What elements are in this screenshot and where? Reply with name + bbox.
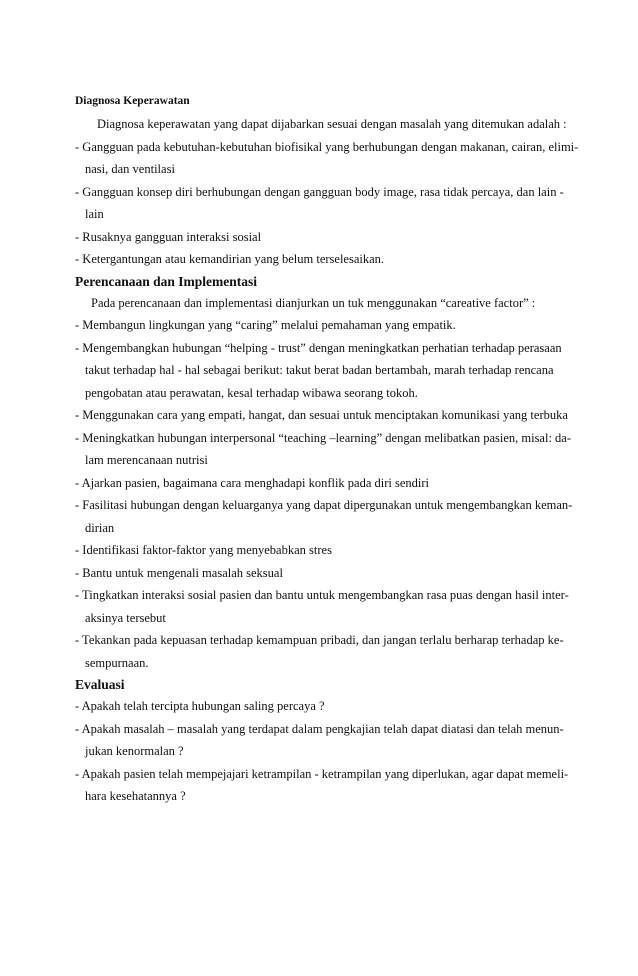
list-item-continuation: lam merencanaan nutrisi <box>85 453 208 467</box>
item-list <box>75 695 585 808</box>
list-item-text: - Gangguan konsep diri berhubungan dengan gangguan body image, rasa tidak percaya, dan lain - <box>75 184 564 199</box>
section-heading: Perencanaan dan Implementasi <box>75 273 258 289</box>
list-item-text: - Apakah telah tercipta hubungan saling percaya ? <box>75 699 325 713</box>
list-item <box>75 181 585 226</box>
list-item-continuation: takut terhadap hal - hal sebagai berikut: takut berat badan bertambah, marah terhadap rencana <box>85 363 554 377</box>
list-item <box>75 337 585 405</box>
section-diagnosa <box>75 94 585 271</box>
list-item <box>75 136 585 181</box>
list-item-text: - Apakah masalah – masalah yang terdapat dalam pengkajian telah dapat diatasi dan telah menun- <box>75 721 564 736</box>
list-item <box>75 539 585 562</box>
list-item <box>75 472 585 495</box>
list-item-continuation: lain <box>85 207 104 221</box>
list-item-text: - Gangguan pada kebutuhan-kebutuhan biofisikal yang berhubungan dengan makanan, cairan, elimi- <box>75 139 579 154</box>
list-item-continuation: hara kesehatannya ? <box>85 789 186 803</box>
list-item <box>75 584 585 629</box>
list-item <box>75 695 585 718</box>
item-list <box>75 314 585 674</box>
list-item-continuation: pengobatan atau perawatan, kesal terhadap wibawa seorang tokoh. <box>85 385 418 400</box>
list-item-text: - Apakah pasien telah mempejajari ketrampilan - ketrampilan yang diperlukan, agar dapat memeli- <box>75 766 569 781</box>
list-item-text: - Membangun lingkungan yang “caring” melalui pemahaman yang empatik. <box>75 318 456 332</box>
list-item-continuation: dirian <box>85 520 115 535</box>
section-heading: Diagnosa Keperawatan <box>75 95 190 107</box>
section-perencanaan <box>75 272 585 675</box>
list-item-text: - Ajarkan pasien, bagaimana cara menghadapi konflik pada diri sendiri <box>75 475 430 490</box>
list-item <box>75 427 585 472</box>
list-item <box>75 562 585 585</box>
list-item <box>75 494 585 539</box>
section-heading: Evaluasi <box>75 677 125 692</box>
section-intro: Diagnosa keperawatan yang dapat dijabarkan sesuai dengan masalah yang ditemukan adalah : <box>97 117 567 131</box>
list-item-text: - Tingkatkan interaksi sosial pasien dan bantu untuk mengembangkan rasa puas dengan hasil inter- <box>75 588 569 602</box>
list-item <box>75 226 585 249</box>
list-item-continuation: sempurnaan. <box>85 655 149 670</box>
list-item-text: - Fasilitasi hubungan dengan keluarganya yang dapat dipergunakan untuk mengembangkan keman- <box>75 498 573 512</box>
list-item-text: - Identifikasi faktor-faktor yang menyebabkan stres <box>75 543 332 557</box>
item-list <box>75 136 585 271</box>
section-evaluasi <box>75 675 585 808</box>
list-item <box>75 314 585 337</box>
list-item-text: - Rusaknya gangguan interaksi sosial <box>75 229 262 244</box>
list-item-text: - Bantu untuk mengenali masalah seksual <box>75 565 283 580</box>
list-item-continuation: nasi, dan ventilasi <box>85 162 175 176</box>
list-item-continuation: jukan kenormalan ? <box>85 744 184 758</box>
list-item-text: - Ketergantungan atau kemandirian yang belum terselesaikan. <box>75 252 385 266</box>
list-item <box>75 629 585 674</box>
list-item <box>75 718 585 763</box>
list-item-text: - Menggunakan cara yang empati, hangat, dan sesuai untuk menciptakan komunikasi yang terbuka <box>75 408 568 422</box>
list-item <box>75 248 585 271</box>
list-item-text: - Meningkatkan hubungan interpersonal “teaching –learning” dengan melibatkan pasien, misal: da- <box>75 430 572 445</box>
list-item <box>75 404 585 427</box>
list-item-text: - Mengembangkan hubungan “helping - trust” dengan meningkatkan perhatian terhadap perasaan <box>75 340 562 355</box>
list-item-text: - Tekankan pada kepuasan terhadap kemampuan pribadi, dan jangan terlalu berharap terhadap ke- <box>75 633 564 647</box>
list-item <box>75 763 585 808</box>
document-page <box>75 94 585 808</box>
section-intro: Pada perencanaan dan implementasi dianjurkan un tuk menggunakan “careative factor” : <box>91 295 536 310</box>
list-item-continuation: aksinya tersebut <box>85 610 166 625</box>
